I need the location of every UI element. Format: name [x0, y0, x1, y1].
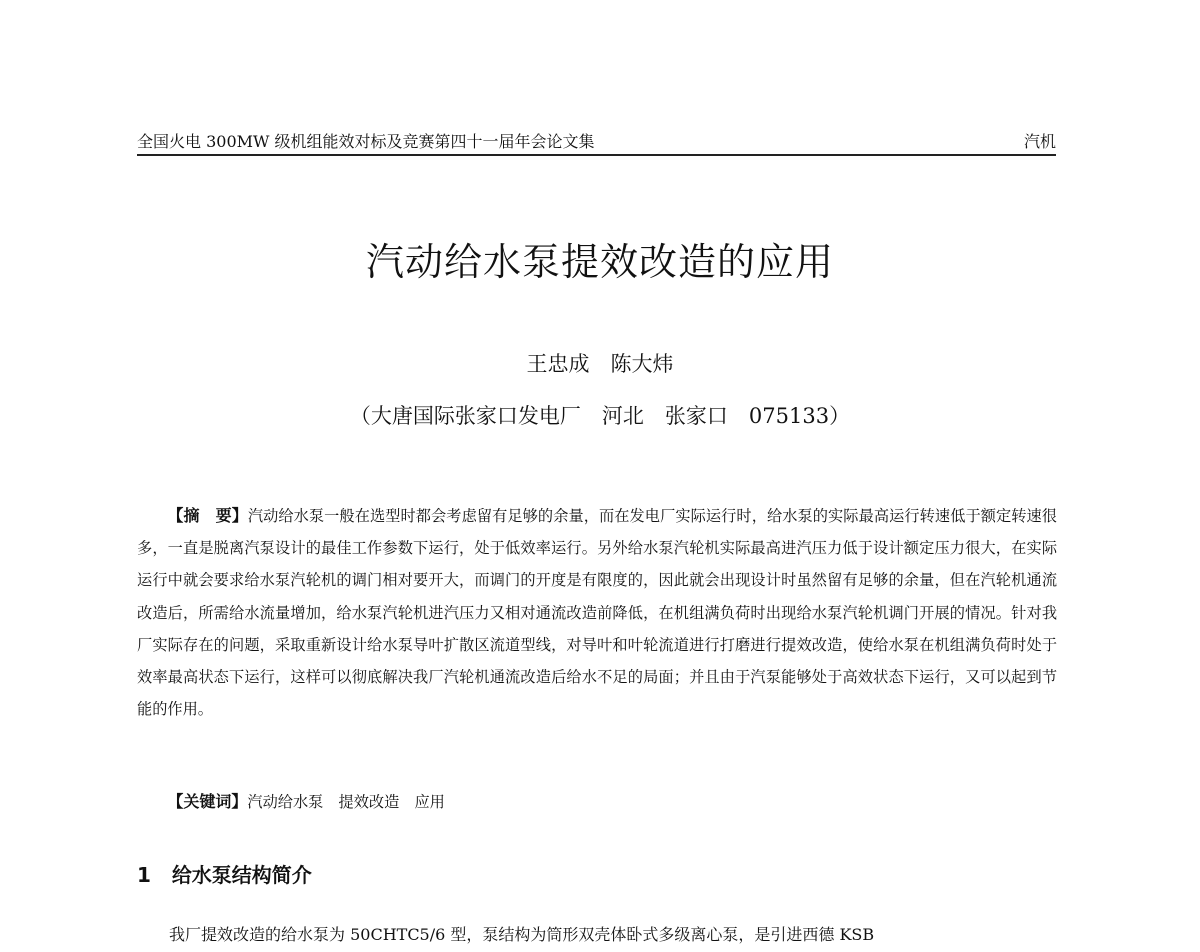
paper-authors: 王忠成 陈大炜 [526, 352, 674, 376]
abstract-paragraph [137, 500, 1057, 725]
keywords-line [137, 788, 1057, 816]
header-section-label: 汽机 [1023, 132, 1056, 151]
section-title: 给水泵结构简介 [171, 863, 312, 887]
header-proceedings-title: 全国火电 300MW 级机组能效对标及竞赛第四十一届年会论文集 [137, 132, 595, 151]
abstract-text: 汽动给水泵一般在选型时都会考虑留有足够的余量，而在发电厂实际运行时，给水泵的实际最高运行转速低于额定转速很多，一直是脱离汽泵设计的最佳工作参数下运行，处于低效率运行。另外给水泵汽轮机实际最高进汽压力低于设计额定压力很大，在实际运行中就会要求给水泵汽轮机的调门相对要开大，而调门的开度是有限度的，因此就会出现设计时虽然留有足够的余量，但在汽轮机通流改造后，所需给水流量增加，给水泵汽轮机进汽压力又相对通流改造前降低，在机组满负荷时出现给水泵汽轮机调门开展的情况。针对我厂实际存在的问题，采取重新设计给水泵导叶扩散区流道型线，对导叶和叶轮流道进行打磨进行提效改造，使给水泵在机组满负荷时处于效率最高状态下运行，这样可以彻底解决我厂汽轮机通流改造后给水不足的局面；并且由于汽泵能够处于高效状态下运行，又可以起到节能的作用。 [137, 507, 1057, 719]
paper-affiliation: （大唐国际张家口发电厂 河北 张家口 075133） [349, 404, 851, 428]
keywords-text: 汽动给水泵 提效改造 应用 [247, 793, 445, 811]
section-number: 1 [137, 863, 151, 887]
abstract-block [137, 500, 1057, 725]
keywords-label: 【关键词】 [167, 792, 248, 811]
body-paragraph: 我厂提效改造的给水泵为 50CHTC5/6 型，泵结构为筒形双壳体卧式多级离心泵，是引进西德 KSB [169, 925, 875, 944]
section-heading [137, 861, 312, 889]
paper-title: 汽动给水泵提效改造的应用 [365, 240, 834, 284]
running-header [137, 130, 1056, 156]
abstract-label: 【摘 要】 [167, 506, 248, 525]
